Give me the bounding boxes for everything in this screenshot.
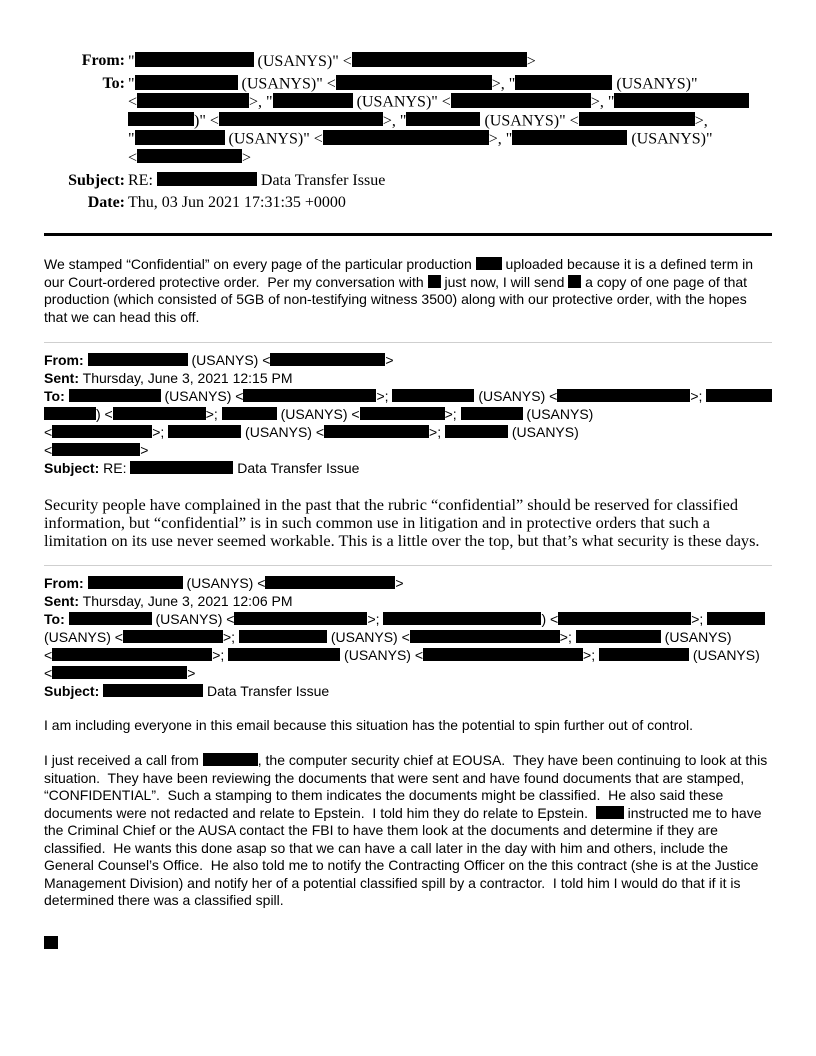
reply-divider-2 [44,565,772,566]
from-line: From: (USANYS) < > [44,352,394,369]
redaction-bar [52,425,152,438]
from-label: From: [44,352,84,369]
quoted-header-2 [44,351,772,477]
from-label: From: [81,52,125,69]
to-line: To: (USANYS) < >; (USANYS) < >; [44,387,772,405]
redaction-bar [222,407,277,420]
redaction-bar [137,149,242,164]
redaction-bar [599,648,689,661]
redaction-bar [461,407,523,420]
redaction-bar [451,93,591,108]
redaction-bar [406,112,480,127]
redaction-bar [445,425,508,438]
redaction-bar [168,425,241,438]
date-label: Date: [87,194,125,212]
sent-label: Sent: [44,592,79,609]
redaction-bar [135,53,254,67]
redaction-bar [137,93,249,108]
subject-line: Subject: RE: Data Transfer Issue [44,460,360,477]
subject-label: Subject: [44,460,100,477]
header-row-to [44,75,772,167]
to-label: To: [44,610,65,627]
redaction-bar [706,389,772,402]
from-value: " (USANYS)" < > [128,52,536,70]
to-line: " (USANYS)" < >, " (USANYS)" [128,75,698,93]
redaction-bar [239,630,327,643]
to-line: To: (USANYS) < >; ) < >; [44,610,772,628]
redaction-bar [128,112,194,127]
header-row-date [44,194,772,212]
body-paragraph-3: I am including everyone in this email because this situation has the potential to spin further out of control. [44,716,694,733]
to-line: ) < >; (USANYS) < >; (USANYS) [44,405,772,423]
redaction-bar [52,443,140,456]
to-line: < > [44,664,196,681]
redaction-bar [130,461,233,474]
redaction-bar [273,93,353,108]
redaction-bar [423,648,583,661]
redaction-bar [324,425,429,438]
to-line: < > [44,442,149,459]
to-label: To: [102,74,125,92]
header-row-from [44,52,772,70]
subject-line: Subject: Data Transfer Issue [44,682,330,699]
subject-label: Subject: [44,682,100,699]
body-paragraph-1: We stamped “Confidential” on every page of the particular production uploaded because it is a defined term in our Court-ordered protective order. Per my conversation with just now, I will send a copy of one page of that production (which consisted of 5GB of non-testifying witness 3500) along with our protective order, with the hopes that we can head this off. [44,256,757,325]
redaction-bar [113,407,206,420]
redaction-bar [88,576,183,589]
email-header [44,52,772,212]
redaction-bar [476,257,502,270]
redaction-bar [69,612,152,625]
to-label: To: [44,388,65,405]
redaction-bar [352,53,527,67]
redaction-bar [270,353,385,366]
redaction-bar [392,389,474,402]
sent-line: Sent: Thursday, June 3, 2021 12:15 PM [44,370,293,387]
redaction-bar [410,630,560,643]
redaction-bar [512,130,627,145]
redaction-bar [69,389,161,402]
redaction-bar [88,353,188,366]
redaction-bar [596,806,624,819]
body-paragraph-2: Security people have complained in the past that the rubric “confidential” should be reserved for classified information, but “confidential” is in such common use in litigation and in protective orders that such a limitation on its use never seemed workable. This is a little over the top, but that’s what security is these days. [44,495,760,550]
to-line: )" < >, " (USANYS)" < >, [128,112,772,130]
redaction-bar [579,112,695,127]
redaction-bar [52,666,187,679]
body-paragraph-4: I just received a call from , the computer security chief at EOUSA. They have been continuing to look at this situation. They have been reviewing the documents that were sent and have found documents that are stamped, “CONFIDENTIAL”. Such a stamping to them indicates the documents might be classified. He also said these documents were not redacted and relate to Epstein. I told him they do relate to Epstein. instructed me to have the Criminal Chief or the AUSA contact the FBI to have them look at the documents and determine if they are classified. He wants this done asap so that we can have a call later in the day with him and others, include the General Counsel’s Office. He also told me to notify the Contracting Officer on the this contract (she is at the Justice Management Division) and notify her of a potential classified spill by a contractor. I told him I would do that if it is determined there was a classified spill. [44,752,772,909]
header-row-subject [44,172,772,190]
redaction-bar [428,275,441,288]
redaction-bar [568,275,581,288]
to-line: " (USANYS)" < >, " (USANYS)" [128,130,713,148]
to-line: < >; (USANYS) < >; (USANYS) [44,424,579,441]
redaction-bar [557,389,690,402]
redaction-bar [44,407,96,420]
redaction-bar [360,407,445,420]
reply-divider-1 [44,342,772,343]
to-line: < >, " (USANYS)" < >, " [128,93,772,111]
redaction-bar [157,172,257,186]
redaction-bar [323,130,489,145]
redaction-bar [515,75,612,90]
redaction-bar [234,612,367,625]
redaction-bar [228,648,340,661]
redaction-bar [614,93,749,108]
redaction-bar [383,612,541,625]
sent-label: Sent: [44,370,79,387]
signature-redaction [44,935,772,953]
redaction-bar [123,630,223,643]
date-value: Thu, 03 Jun 2021 17:31:35 +0000 [128,194,346,212]
from-line: From: (USANYS) < > [44,574,404,591]
redaction-bar [219,112,383,127]
to-value [128,75,772,167]
redaction-bar [203,753,258,766]
subject-label: Subject: [68,171,125,189]
redaction-bar [243,389,376,402]
redaction-bar [558,612,691,625]
from-label: From: [44,574,84,591]
to-line: < > [128,149,252,167]
redaction-bar [103,684,203,697]
to-line: < >; (USANYS) < >; (USANYS) [44,646,760,663]
to-line: (USANYS) < >; (USANYS) < >; (USANYS) [44,628,732,645]
redaction-bar [135,75,238,90]
redaction-bar [707,612,765,625]
redaction-bar [44,936,58,949]
redaction-bar [135,130,225,145]
sent-line: Sent: Thursday, June 3, 2021 12:06 PM [44,592,293,609]
redaction-bar [52,648,212,661]
subject-value: RE: Data Transfer Issue [128,172,386,190]
quoted-header-3 [44,574,772,700]
redaction-bar [576,630,661,643]
redaction-bar [265,576,395,589]
header-divider [44,233,772,236]
redaction-bar [336,75,492,90]
